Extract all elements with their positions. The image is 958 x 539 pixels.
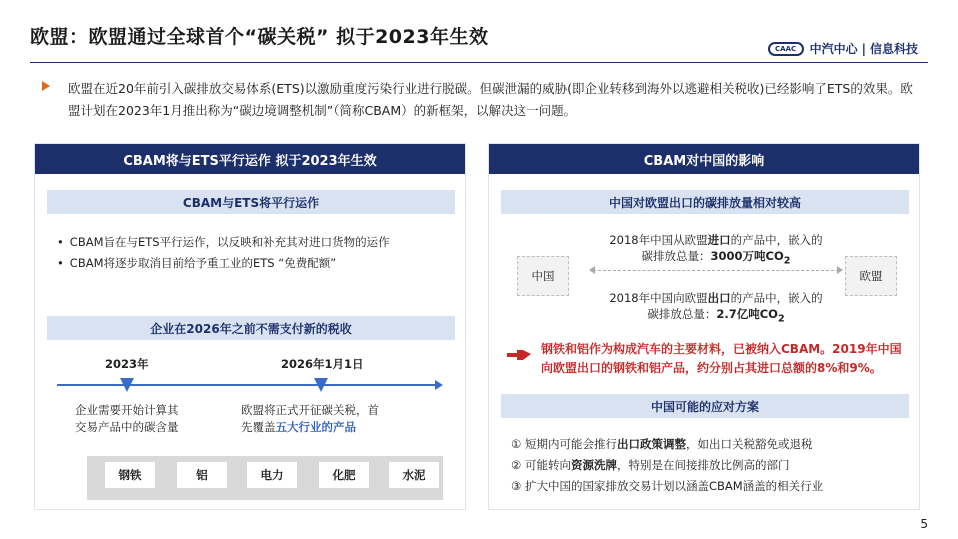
list-item: ① 短期内可能会推行出口政策调整，如出口关税豁免或退税 — [511, 437, 813, 451]
left-subhead-timeline: 企业在2026年之前不需支付新的税收 — [47, 316, 455, 340]
timeline-year-2026: 2026年1月1日 — [281, 357, 364, 371]
logo-name: 中汽中心 — [809, 42, 858, 56]
timeline-desc-line: 企业需要开始计算其 — [75, 403, 179, 417]
five-industries-highlight: 五大行业的产品 — [275, 420, 356, 434]
page-number: 5 — [920, 517, 928, 531]
page-title: 欧盟：欧盟通过全球首个“碳关税” 拟于2023年生效 — [30, 26, 489, 48]
company-logo — [768, 40, 918, 57]
pointing-hand-icon — [507, 348, 531, 362]
timeline-marker-2023 — [120, 378, 134, 392]
list-item: • CBAM旨在与ETS平行运作，以反映和补充其对进口货物的运作 — [57, 232, 390, 253]
timeline-year-2023: 2023年 — [105, 357, 149, 371]
intro-text: 欧盟在近20年前引入碳排放交易体系(ETS)以激励重度污染行业进行脱碳。但碳泄漏的威胁(即企业转移到海外以逃避相关税收)已经影响了ETS的效果。欧盟计划在2023年1月推出称为“碳边境调整机制”（简称CBAM）的新框架，以解决这一问题。 — [68, 81, 913, 118]
logo-separator: | — [861, 41, 866, 56]
timeline-axis — [57, 384, 437, 386]
right-subhead-responses: 中国可能的应对方案 — [501, 394, 909, 418]
china-box: 中国 — [517, 256, 569, 296]
industry-cement: 水泥 — [389, 462, 439, 488]
industry-aluminum: 铝 — [177, 462, 227, 488]
right-panel — [488, 143, 920, 510]
industry-fertilizer: 化肥 — [319, 462, 369, 488]
timeline-desc-2023 — [75, 402, 179, 436]
list-item: ③ 扩大中国的国家排放交易计划以涵盖CBAM涵盖的相关行业 — [511, 479, 824, 493]
timeline-arrow-icon — [435, 380, 443, 390]
left-panel — [34, 143, 466, 510]
left-panel-title: CBAM将与ETS平行运作 拟于2023年生效 — [35, 144, 465, 174]
import-line-1: 2018年中国从欧盟进口的产品中，嵌入的 — [609, 233, 823, 247]
import-line-2: 碳排放总量：3000万吨$CO_2$ — [641, 249, 791, 267]
import-emissions-text — [593, 232, 839, 269]
right-panel-title: CBAM对中国的影响 — [489, 144, 919, 174]
cbam-bullet-list — [57, 232, 390, 274]
industry-steel: 钢铁 — [105, 462, 155, 488]
timeline-desc-line — [241, 419, 379, 436]
export-emissions-text — [593, 290, 839, 327]
right-subhead-emissions: 中国对欧盟出口的碳排放量相对较高 — [501, 190, 909, 214]
list-item: • CBAM将逐步取消目前给予重工业的ETS “免费配额” — [57, 253, 390, 274]
industry-power: 电力 — [247, 462, 297, 488]
eu-box: 欧盟 — [845, 256, 897, 296]
export-line-1: 2018年中国向欧盟出口的产品中，嵌入的 — [609, 291, 823, 305]
header-divider — [30, 62, 928, 63]
steel-aluminum-note: 钢铁和铝作为构成汽车的主要材料，已被纳入CBAM。2019年中国向欧盟出口的钢铁和铝产品，约分别占其进口总额的8%和9%。 — [541, 342, 902, 375]
timeline-desc-line: 欧盟将正式开征碳关税，首 — [241, 403, 379, 417]
bullet-arrow-icon — [42, 81, 50, 91]
left-subhead-parallel: CBAM与ETS将平行运作 — [47, 190, 455, 214]
timeline-marker-2026 — [314, 378, 328, 392]
timeline-desc-2026 — [241, 402, 379, 436]
intro-paragraph — [42, 78, 922, 122]
logo-sub: 信息科技 — [869, 42, 918, 56]
list-item: ② 可能转向资源洗牌，特别是在间接排放比例高的部门 — [511, 458, 790, 472]
export-line-2: 碳排放总量：2.7亿吨$CO_2$ — [647, 307, 785, 325]
timeline-desc-line: 交易产品中的碳含量 — [75, 420, 179, 434]
timeline-desc-text: 先覆盖 — [241, 420, 276, 434]
logo-badge-icon: CAAC — [768, 42, 804, 56]
trade-flow-line — [593, 270, 839, 271]
response-list — [511, 434, 823, 497]
